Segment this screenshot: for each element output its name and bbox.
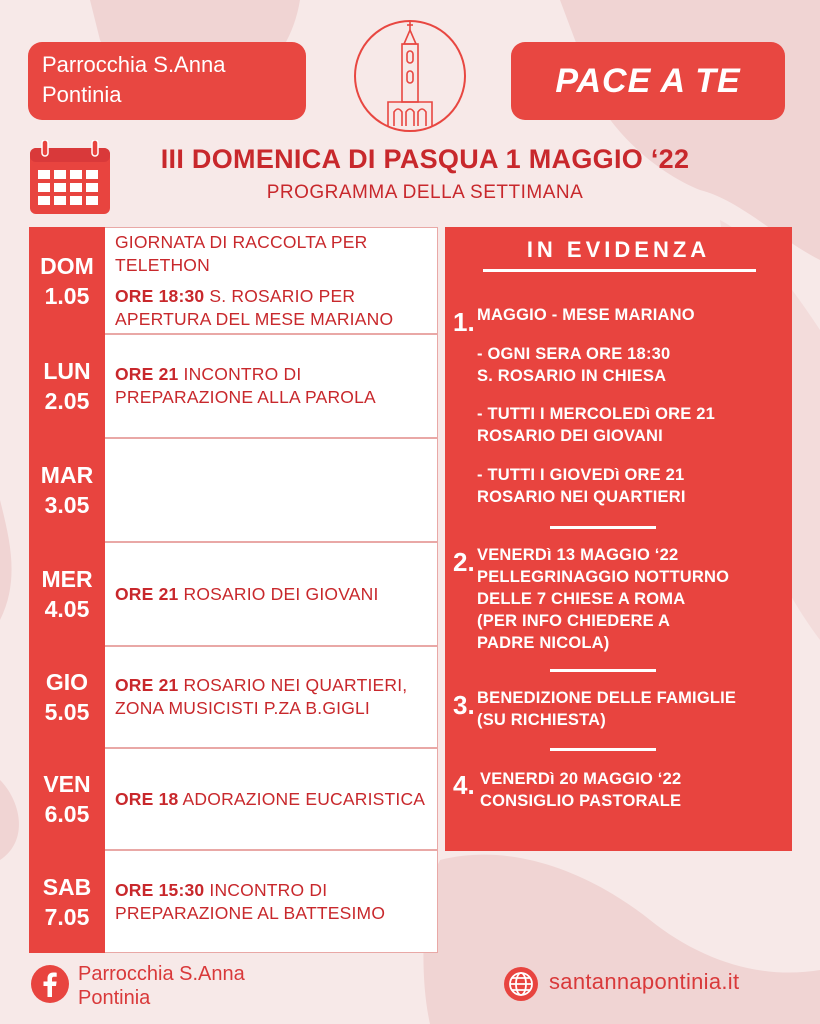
- event-time: ORE 21: [115, 583, 179, 604]
- day-label: [29, 850, 105, 953]
- footer-parish-line2: Pontinia: [78, 987, 151, 1009]
- day-events: [105, 334, 438, 438]
- day-date: 1.05: [44, 282, 90, 309]
- day-row-mer: [29, 542, 438, 646]
- highlight-subitem: - OGNI SERA ORE 18:30 S. ROSARIO IN CHIESA: [477, 345, 671, 385]
- day-name: MAR: [40, 462, 94, 488]
- page-title: III DOMENICA DI PASQUA 1 MAGGIO ‘22: [160, 144, 690, 174]
- parish-name-line1: Parrocchia S.Anna: [42, 52, 226, 77]
- facebook-icon[interactable]: [30, 964, 70, 1004]
- globe-icon: [503, 966, 539, 1002]
- day-events: [105, 227, 438, 334]
- day-name: LUN: [43, 358, 91, 384]
- parish-name-line2: Pontinia: [42, 82, 122, 107]
- event-text: GIORNATA DI RACCOLTA PER TELETHON: [115, 231, 368, 275]
- calendar-icon: [28, 140, 112, 216]
- day-date: 6.05: [44, 801, 90, 827]
- day-name: GIO: [45, 669, 89, 695]
- event-time: ORE 21: [115, 364, 179, 384]
- day-label: [29, 748, 105, 850]
- footer-parish-link[interactable]: [78, 962, 245, 1010]
- highlights-panel: [445, 227, 792, 851]
- highlight-number: 1.: [453, 307, 475, 337]
- website-link[interactable]: santannapontinia.it: [549, 969, 740, 994]
- event-item: [115, 363, 427, 409]
- day-date: 5.05: [44, 699, 90, 725]
- event-time: ORE 21: [115, 675, 179, 695]
- highlight-title: MAGGIO - MESE MARIANO: [477, 306, 695, 324]
- event-text: INCONTRO DI PREPARAZIONE ALLA PAROLA: [115, 364, 376, 407]
- day-row-dom: [29, 227, 438, 334]
- day-row-mar: [29, 438, 438, 542]
- event-item: [115, 879, 427, 925]
- event-item: [115, 674, 427, 720]
- event-text: ROSARIO DEI GIOVANI: [178, 583, 379, 604]
- parish-name-badge: [28, 42, 306, 120]
- highlight-title: VENERDì 20 MAGGIO ‘22 CONSIGLIO PASTORALE: [480, 770, 682, 810]
- highlight-subitem: - TUTTI I GIOVEDì ORE 21 ROSARIO NEI QUARTIERI: [477, 466, 686, 506]
- day-name: MER: [41, 566, 93, 592]
- highlight-title: BENEDIZIONE DELLE FAMIGLIE (SU RICHIESTA): [477, 689, 737, 729]
- day-label: [29, 334, 105, 438]
- page-subtitle: PROGRAMMA DELLA SETTIMANA: [266, 182, 584, 203]
- highlight-subitem: - TUTTI I MERCOLEDì ORE 21 ROSARIO DEI GIOVANI: [477, 405, 716, 445]
- highlight-number: 3.: [453, 690, 475, 720]
- footer-parish-line1: Parrocchia S.Anna: [78, 963, 245, 985]
- highlight-title: VENERDì 13 MAGGIO ‘22 PELLEGRINAGGIO NOTTURNO DELLE 7 CHIESE A ROMA (PER INFO CHIEDERE A PADRE NICOLA): [477, 546, 730, 652]
- event-text: ADORAZIONE EUCARISTICA: [178, 788, 426, 809]
- event-time: ORE 18: [115, 788, 179, 809]
- weekly-schedule: [29, 227, 438, 953]
- day-row-ven: [29, 748, 438, 850]
- slogan-badge: PACE A TE: [511, 42, 785, 120]
- event-text: ROSARIO NEI QUARTIERI, ZONA MUSICISTI P.ZA B.GIGLI: [115, 675, 408, 718]
- day-name: DOM: [40, 252, 94, 279]
- day-name: VEN: [43, 771, 91, 797]
- event-time: ORE 15:30: [115, 879, 205, 900]
- day-date: 3.05: [44, 492, 90, 518]
- highlights-title: IN EVIDENZA: [526, 237, 711, 262]
- highlight-number: 4.: [453, 770, 475, 800]
- day-events: [105, 850, 438, 953]
- event-time: ORE 18:30: [115, 285, 205, 306]
- day-events: [105, 542, 438, 646]
- day-name: SAB: [42, 873, 92, 900]
- day-date: 2.05: [44, 388, 90, 414]
- divider: [483, 269, 756, 272]
- day-events: [105, 646, 438, 748]
- day-row-gio: [29, 646, 438, 748]
- church-icon: [352, 18, 468, 134]
- divider: [550, 526, 656, 529]
- event-text: INCONTRO DI PREPARAZIONE AL BATTESIMO: [115, 879, 386, 923]
- event-item: [115, 285, 427, 331]
- highlight-number: 2.: [453, 547, 475, 577]
- event-item: [115, 583, 427, 606]
- day-label: [29, 542, 105, 646]
- day-date: 7.05: [44, 903, 90, 930]
- day-label: [29, 646, 105, 748]
- day-events: [105, 748, 438, 850]
- day-row-lun: [29, 334, 438, 438]
- divider: [550, 748, 656, 751]
- divider: [550, 669, 656, 672]
- day-label: [29, 227, 105, 334]
- day-date: 4.05: [44, 596, 90, 622]
- day-row-sab: [29, 850, 438, 953]
- event-text: S. ROSARIO PER APERTURA DEL MESE MARIANO: [115, 285, 394, 329]
- day-label: [29, 438, 105, 542]
- event-item: [115, 788, 427, 811]
- day-events: [105, 438, 438, 542]
